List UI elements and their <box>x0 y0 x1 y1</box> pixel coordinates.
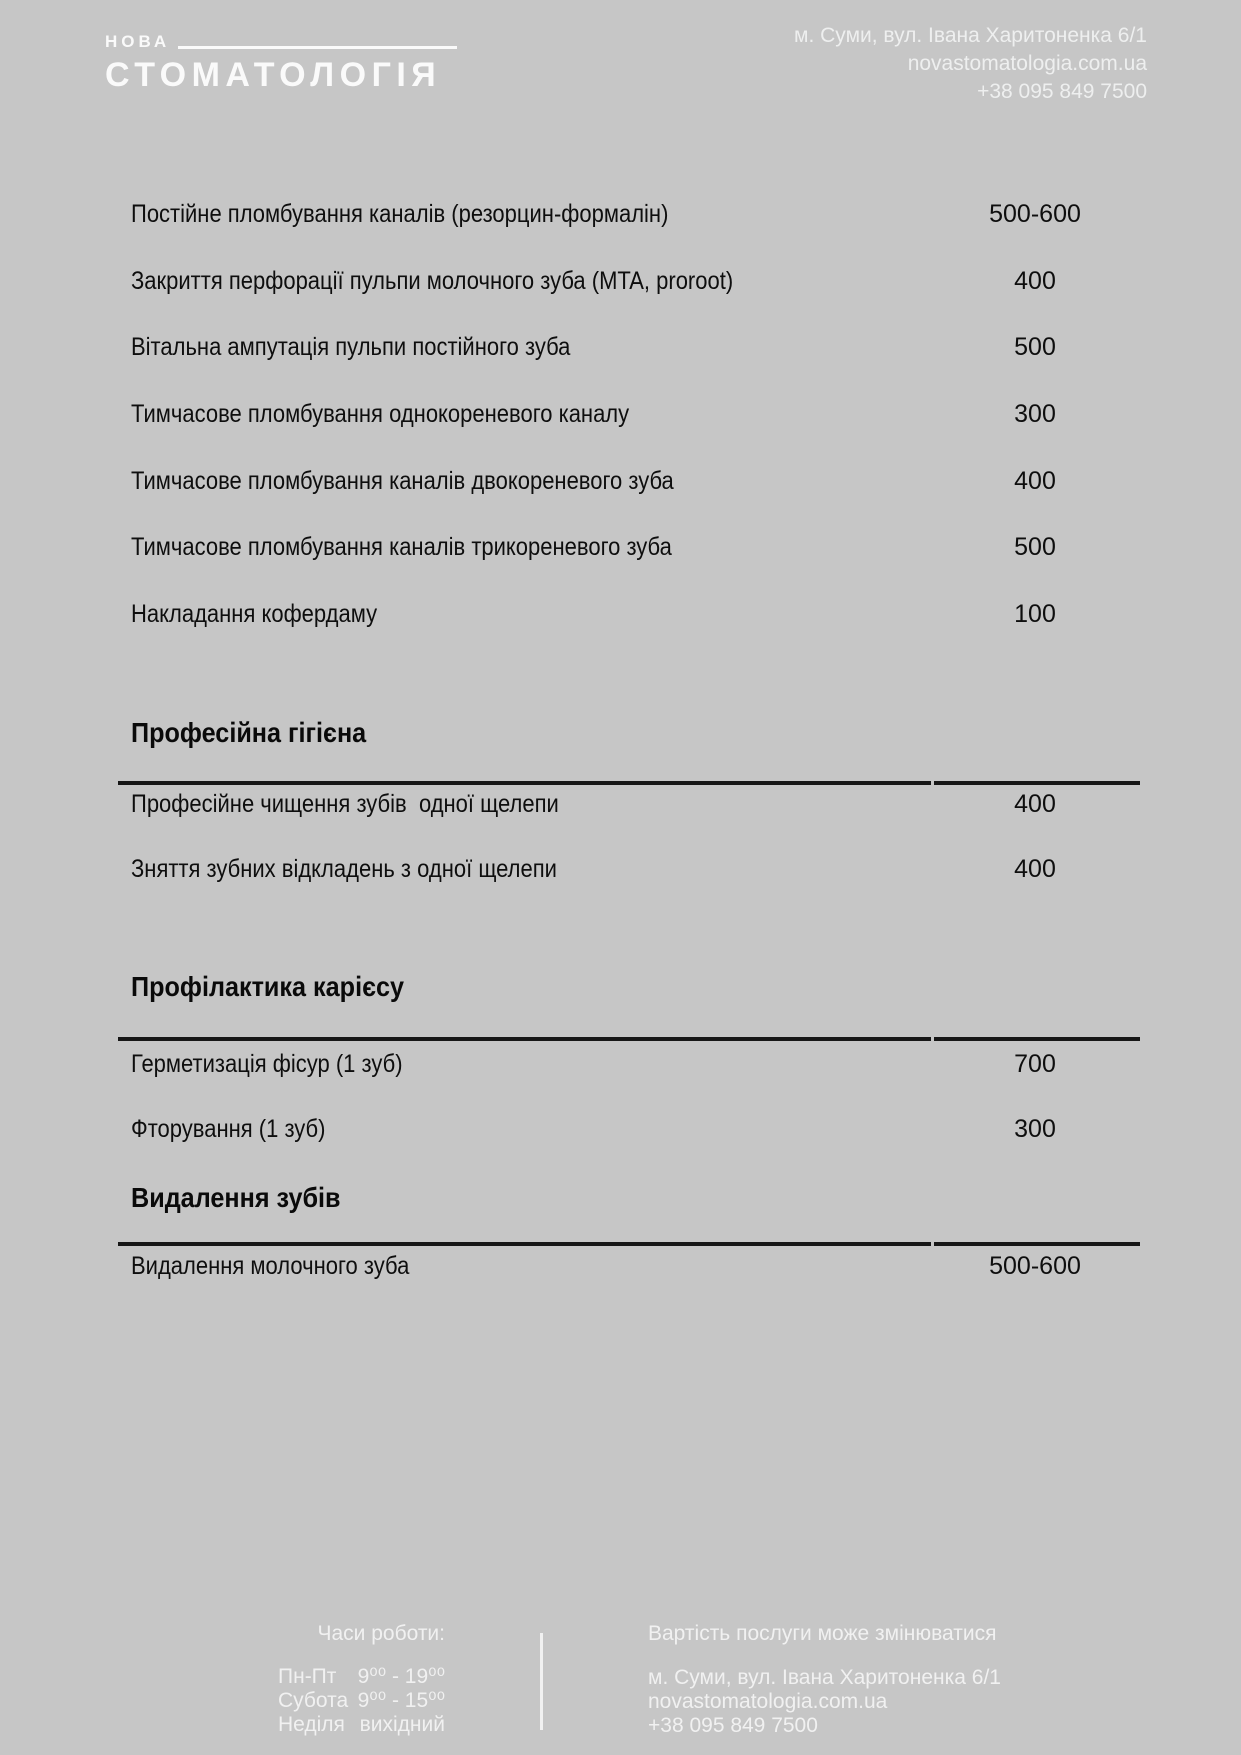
service-name: Зняття зубних відкладень з одної щелепи <box>131 855 557 883</box>
header-website: novastomatologia.com.ua <box>907 52 1147 75</box>
working-hours-row <box>278 1689 445 1713</box>
section-title-caries-prevention: Профілактика карієсу <box>131 971 405 1002</box>
service-name: Тимчасове пломбування однокореневого каналу <box>131 400 630 428</box>
service-price: 500 <box>1014 333 1056 361</box>
day-label: Пн-Пт <box>278 1665 337 1688</box>
service-name: Фторування (1 зуб) <box>131 1115 326 1143</box>
service-price: 400 <box>1014 467 1056 495</box>
service-name: Видалення молочного зуба <box>131 1252 410 1280</box>
service-row <box>0 332 1241 362</box>
service-row <box>0 789 1241 819</box>
service-price: 400 <box>1014 790 1056 818</box>
service-row <box>0 1251 1241 1281</box>
service-row <box>0 199 1241 229</box>
footer-divider <box>540 1633 543 1730</box>
time-label: 9⁰⁰ - 19⁰⁰ <box>357 1665 445 1688</box>
working-hours-row <box>278 1665 445 1689</box>
service-row <box>0 1114 1241 1144</box>
service-price: 500-600 <box>989 200 1081 228</box>
working-hours-row <box>278 1713 445 1737</box>
service-row <box>0 399 1241 429</box>
service-name: Герметизація фісур (1 зуб) <box>131 1050 403 1078</box>
service-price: 100 <box>1014 600 1056 628</box>
time-label: 9⁰⁰ - 15⁰⁰ <box>357 1689 445 1712</box>
service-name: Постійне пломбування каналів (резорцин-формалін) <box>131 200 669 228</box>
service-price: 400 <box>1014 855 1056 883</box>
service-name: Тимчасове пломбування каналів трикореневого зуба <box>131 533 672 561</box>
section-title-hygiene: Професійна гігієна <box>131 717 367 748</box>
service-price: 400 <box>1014 267 1056 295</box>
logo-nova-text: НОВА <box>105 32 171 51</box>
time-label: вихідний <box>359 1713 445 1736</box>
footer-contacts <box>648 1666 1001 1738</box>
service-row <box>0 466 1241 496</box>
logo-stomatologia-text: СТОМАТОЛОГІЯ <box>105 56 442 94</box>
service-row <box>0 1049 1241 1079</box>
service-name: Професійне чищення зубів одної щелепи <box>131 790 559 818</box>
service-row <box>0 266 1241 296</box>
footer-address: м. Суми, вул. Івана Харитоненка 6/1 <box>648 1666 1001 1689</box>
service-row <box>0 599 1241 629</box>
service-price: 500-600 <box>989 1252 1081 1280</box>
service-price: 300 <box>1014 1115 1056 1143</box>
service-name: Вітальна ампутація пульпи постійного зуба <box>131 333 571 361</box>
service-name: Закриття перфорації пульпи молочного зуба (MTA, proroot) <box>131 267 734 295</box>
day-label: Субота <box>278 1689 349 1712</box>
service-name: Накладання кофердаму <box>131 600 378 628</box>
price-change-note: Вартість послуги може змінюватися <box>648 1622 997 1645</box>
header-phone: +38 095 849 7500 <box>977 80 1147 103</box>
service-row <box>0 854 1241 884</box>
working-hours-title: Часи роботи: <box>317 1622 445 1645</box>
footer-phone: +38 095 849 7500 <box>648 1714 818 1737</box>
service-row <box>0 532 1241 562</box>
footer-website: novastomatologia.com.ua <box>648 1690 888 1713</box>
day-label: Неділя <box>278 1713 345 1736</box>
section-title-tooth-extraction: Видалення зубів <box>131 1182 341 1213</box>
service-name: Тимчасове пломбування каналів двокореневого зуба <box>131 467 674 495</box>
header-address: м. Суми, вул. Івана Харитоненка 6/1 <box>794 24 1147 47</box>
service-price: 300 <box>1014 400 1056 428</box>
service-price: 700 <box>1014 1050 1056 1078</box>
service-price: 500 <box>1014 533 1056 561</box>
